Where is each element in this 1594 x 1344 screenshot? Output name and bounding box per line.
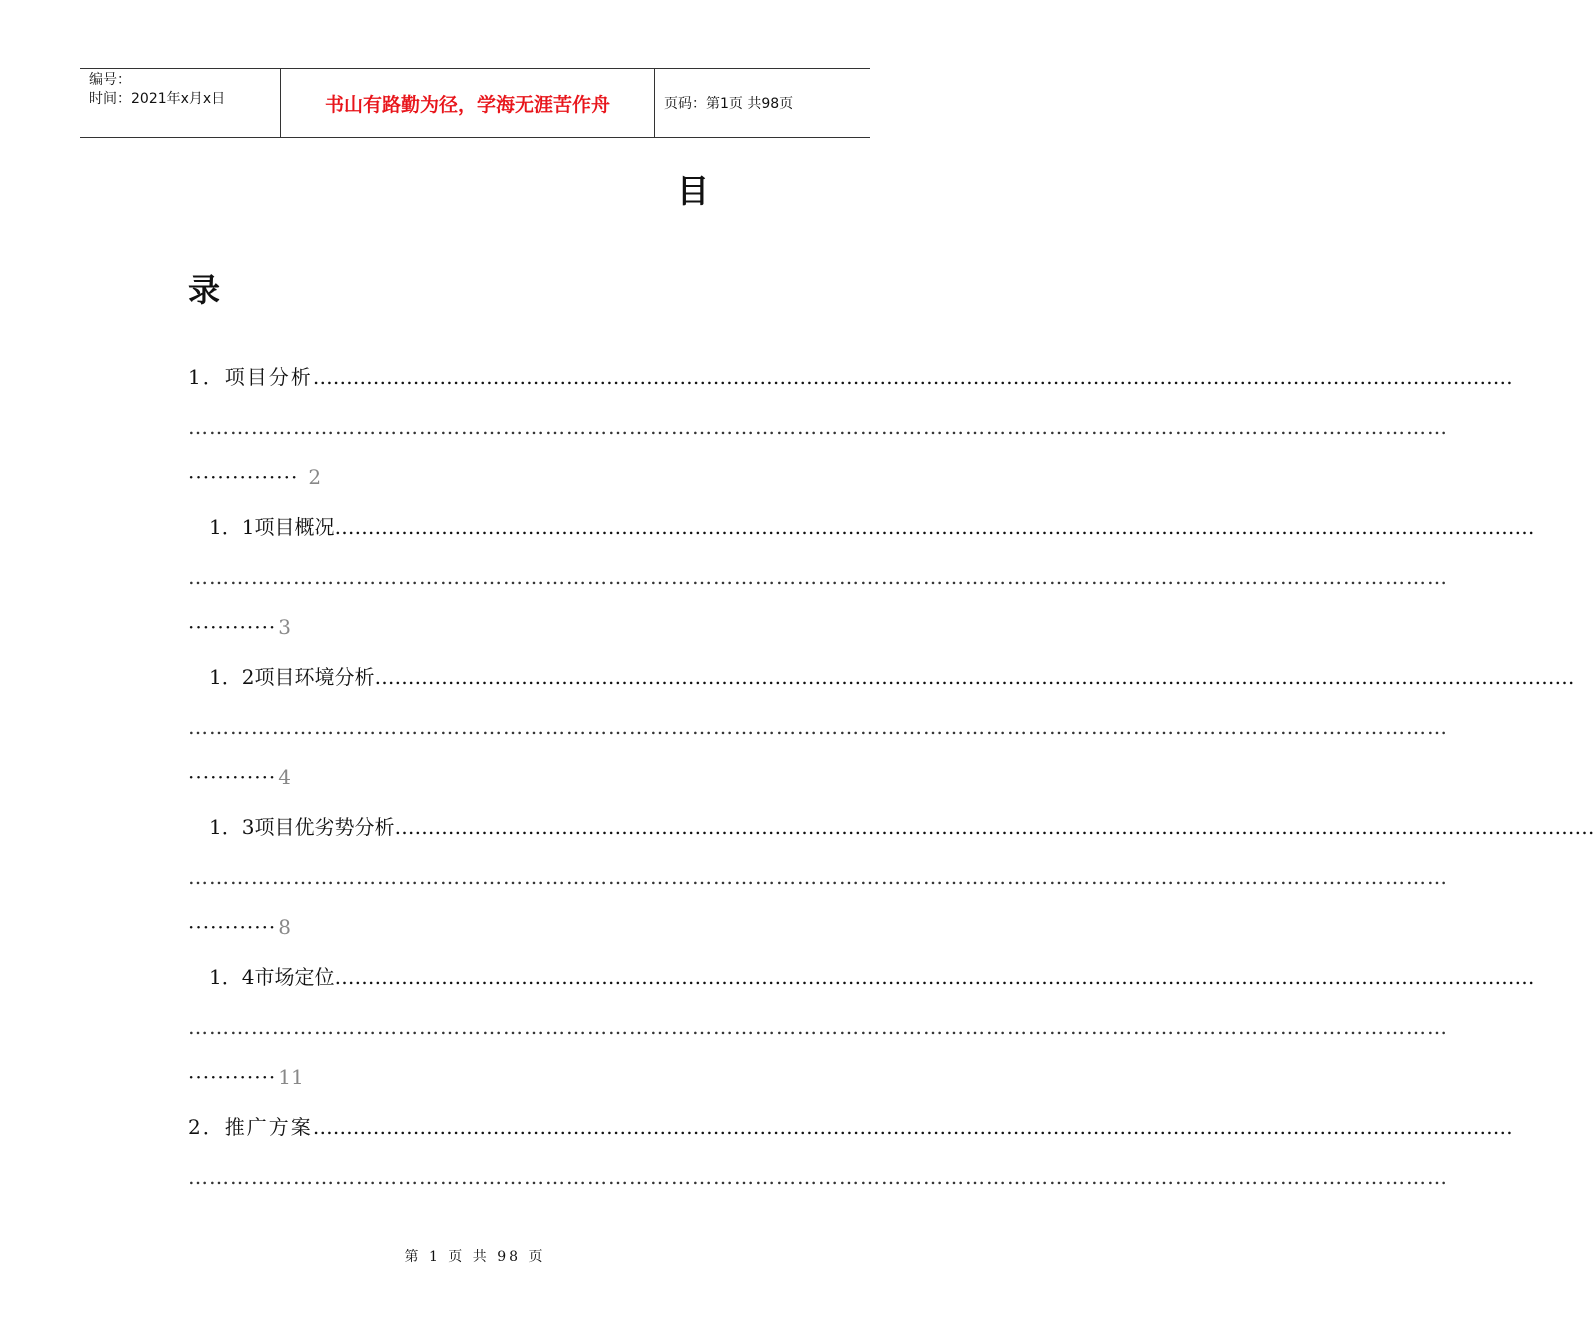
toc-entry-label: 2．推广方案 [188, 1115, 313, 1139]
toc-entry-tail: ··············· 2 [188, 465, 322, 489]
toc-page-number: 11 [278, 1065, 304, 1089]
toc-page-number: 4 [278, 765, 292, 789]
header-number-label: 编号： [89, 72, 131, 88]
leader-dots: ……………………………………………………………………………………………………………………………………………………………… [312, 365, 1513, 389]
toc-entry-tail: ············ 8 [188, 915, 292, 939]
leader-dots-line: ……………………………………………………………………………………………………………………………………………………………… [188, 1015, 1448, 1039]
leader-dots-line: ……………………………………………………………………………………………………………………………………………………………… [188, 1165, 1448, 1189]
toc-entry-project-analysis[interactable] [188, 365, 1513, 389]
toc-entry-label: 1．2项目环境分析 [209, 665, 375, 689]
toc-entry-promotion[interactable] [188, 1115, 1513, 1139]
toc-title-part1: 目 [677, 172, 710, 210]
toc-entry-label: 1．4市场定位 [209, 965, 335, 989]
toc-entry-tail: ············ 11 [188, 1065, 304, 1089]
leader-dots: ……………………………………………………………………………………………………………………………………………………………… [312, 1115, 1513, 1139]
page-header [80, 68, 870, 138]
leader-dots: ……………………………………………………………………………………………………………………………………………………………… [334, 515, 1535, 539]
leader-dots-line: ……………………………………………………………………………………………………………………………………………………………… [188, 865, 1448, 889]
leader-dots-line: ……………………………………………………………………………………………………………………………………………………………… [188, 415, 1448, 439]
header-motto: 书山有路勤为径，学海无涯苦作舟 [281, 69, 655, 137]
page-footer: 第 1 页 共 98 页 [404, 1249, 546, 1265]
toc-entry-swot[interactable] [209, 815, 1594, 839]
header-page-info: 页码：第1页 共98页 [664, 96, 794, 112]
toc-entry-environment[interactable] [209, 665, 1575, 689]
toc-entry-positioning[interactable] [209, 965, 1535, 989]
toc-title-part2: 录 [188, 271, 221, 309]
leader-dots-line: ……………………………………………………………………………………………………………………………………………………………… [188, 715, 1448, 739]
toc-entry-label: 1．1项目概况 [209, 515, 335, 539]
toc-entry-overview[interactable] [209, 515, 1535, 539]
header-meta [80, 69, 281, 137]
header-time-label: 时间：2021年x月x日 [89, 91, 226, 107]
toc-page-number: 3 [278, 615, 292, 639]
toc-entry-tail: ············ 4 [188, 765, 292, 789]
toc-entry-tail: ············ 3 [188, 615, 292, 639]
leader-dots: ……………………………………………………………………………………………………………………………………………………………… [374, 665, 1575, 689]
leader-dots: ……………………………………………………………………………………………………………………………………………………………… [394, 815, 1594, 839]
leader-dots-line: ……………………………………………………………………………………………………………………………………………………………… [188, 565, 1448, 589]
toc-entry-label: 1．项目分析 [188, 365, 313, 389]
toc-page-number: 2 [308, 465, 322, 489]
leader-dots: ……………………………………………………………………………………………………………………………………………………………… [334, 965, 1535, 989]
toc-entry-label: 1．3项目优劣势分析 [209, 815, 395, 839]
toc-page-number: 8 [278, 915, 292, 939]
